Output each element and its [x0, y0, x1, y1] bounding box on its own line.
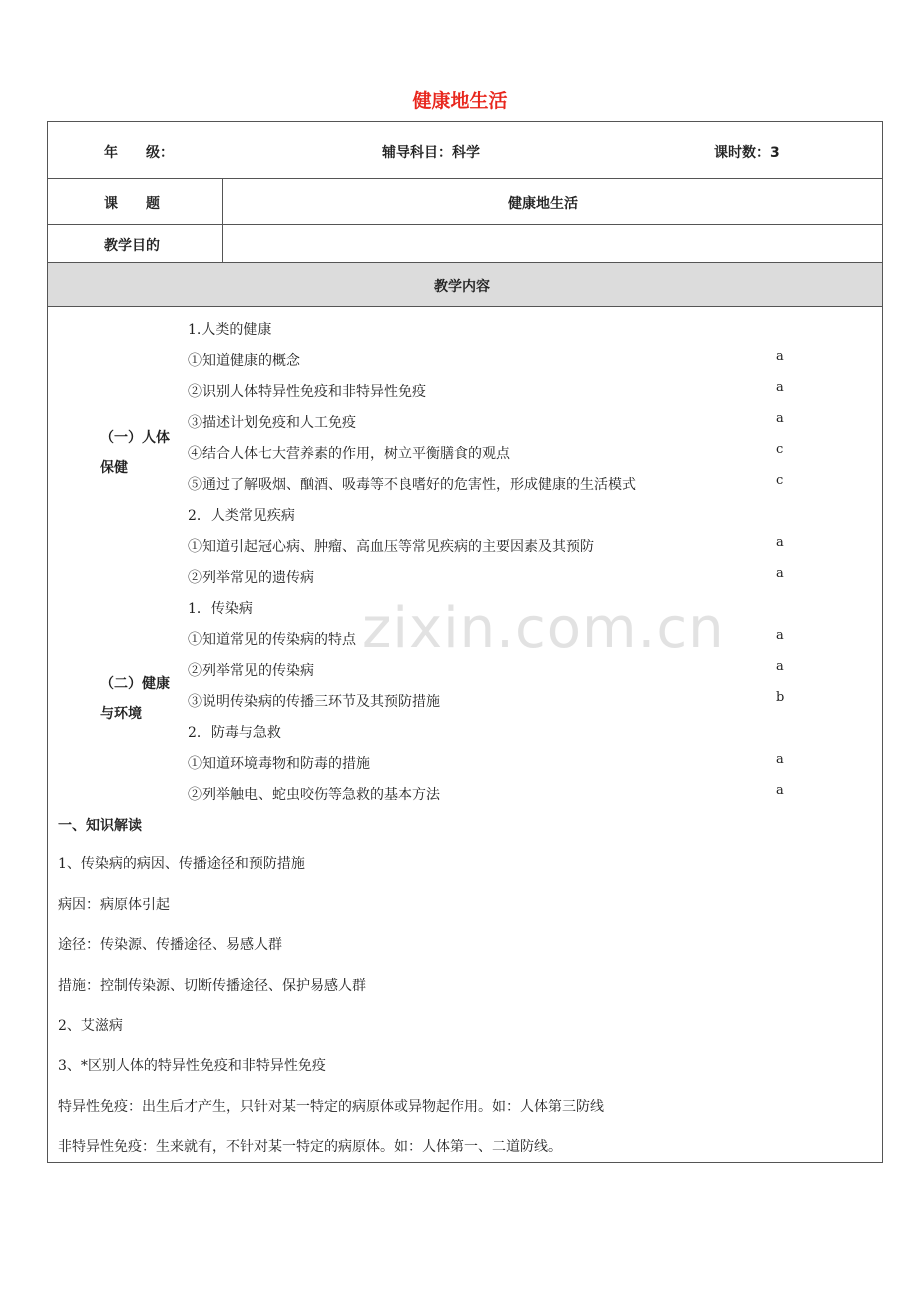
subheading: 2．人类常见疾病: [188, 508, 295, 524]
level-mark: a: [776, 411, 784, 426]
level-mark: c: [776, 442, 784, 457]
knowledge-line: 特异性免疫：出生后才产生，只针对某一特定的病原体或异物起作用。如：人体第三防线: [58, 1099, 604, 1115]
row-divider: [47, 178, 883, 179]
objective-item: ②列举常见的遗传病: [188, 570, 314, 586]
section-label-line: 与环境: [100, 706, 142, 722]
level-mark: a: [776, 659, 784, 674]
objective-item: ③描述计划免疫和人工免疫: [188, 415, 356, 431]
level-mark: a: [776, 628, 784, 643]
objective-item: ②列举常见的传染病: [188, 663, 314, 679]
knowledge-line: 2、艾滋病: [58, 1018, 123, 1034]
objective-item: ②列举触电、蛇虫咬伤等急救的基本方法: [188, 787, 440, 803]
objective-item: ①知道常见的传染病的特点: [188, 632, 356, 648]
row-divider: [47, 224, 883, 225]
document-title: 健康地生活: [412, 90, 508, 112]
level-mark: a: [776, 380, 784, 395]
objective-label: 教学目的: [104, 238, 160, 254]
section-label-line: （二）健康: [100, 676, 170, 692]
hours-label: 课时数：3: [714, 145, 780, 161]
subject-label: 辅导科目：科学: [382, 145, 480, 161]
objective-item: ①知道引起冠心病、肿瘤、高血压等常见疾病的主要因素及其预防: [188, 539, 594, 555]
knowledge-line: 非特异性免疫：生来就有，不针对某一特定的病原体。如：人体第一、二道防线。: [58, 1139, 562, 1155]
level-mark: a: [776, 535, 784, 550]
knowledge-line: 病因：病原体引起: [58, 897, 170, 913]
grade-label: 年 级：: [104, 145, 174, 161]
watermark: zixin.com.cn: [362, 596, 725, 661]
objective-item: ②识别人体特异性免疫和非特异性免疫: [188, 384, 426, 400]
level-mark: a: [776, 783, 784, 798]
content-header: 教学内容: [434, 279, 490, 295]
row-divider: [47, 262, 883, 263]
section-label: [100, 423, 190, 483]
subheading: 1.人类的健康: [188, 322, 272, 338]
knowledge-line: 措施：控制传染源、切断传播途径、保护易感人群: [58, 978, 366, 994]
knowledge-line: 3、*区别人体的特异性免疫和非特异性免疫: [58, 1058, 326, 1074]
subheading: 1．传染病: [188, 601, 253, 617]
level-mark: a: [776, 752, 784, 767]
topic-label: 课 题: [104, 196, 160, 212]
knowledge-line: 途径：传染源、传播途径、易感人群: [58, 937, 282, 953]
topic-value: 健康地生活: [508, 196, 578, 212]
objective-item: ①知道健康的概念: [188, 353, 300, 369]
objective-item: ①知道环境毒物和防毒的措施: [188, 756, 370, 772]
row-divider: [47, 306, 883, 307]
level-mark: b: [776, 690, 785, 705]
level-mark: c: [776, 473, 784, 488]
section-label: [100, 669, 190, 729]
objective-item: ④结合人体七大营养素的作用，树立平衡膳食的观点: [188, 446, 510, 462]
objective-item: ⑤通过了解吸烟、酗酒、吸毒等不良嗜好的危害性，形成健康的生活模式: [188, 477, 636, 493]
knowledge-line: 1、传染病的病因、传播途径和预防措施: [58, 856, 305, 872]
knowledge-heading: 一、知识解读: [58, 818, 142, 834]
column-divider: [222, 178, 223, 262]
level-mark: a: [776, 566, 784, 581]
subheading: 2．防毒与急救: [188, 725, 281, 741]
objective-item: ③说明传染病的传播三环节及其预防措施: [188, 694, 440, 710]
section-label-line: （一）人体: [100, 430, 170, 446]
level-mark: a: [776, 349, 784, 364]
section-label-line: 保健: [100, 460, 128, 476]
